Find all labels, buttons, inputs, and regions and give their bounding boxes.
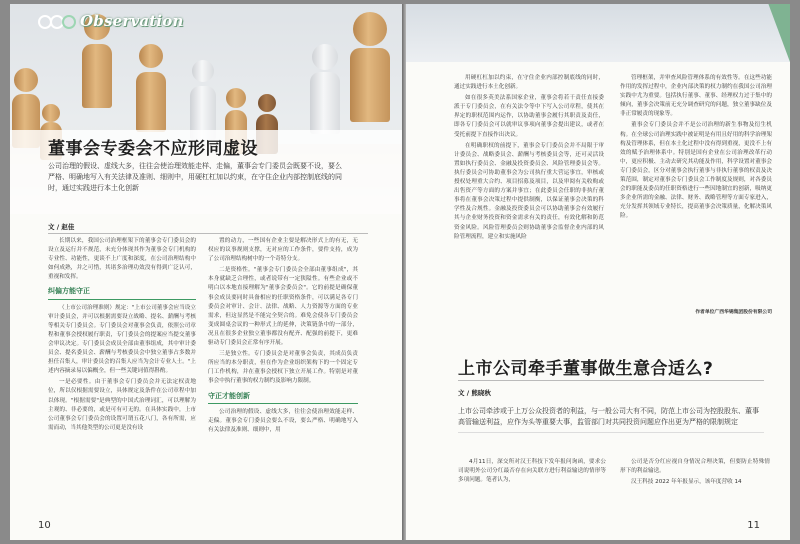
paragraph: 一是必要性。由于董事会专门委员会并无法定权责地位，所以仅根据需要设立，具体规定及条件在公司章程中加以体现。"根据需要"是典型的中国式治理词汇，可以理解为主观的、非必要的，或是可有可无的。在具体实践中，上市公司董事会专门委员会的设置可谓五花八门，各有所需，应需而动，当其他类型的公司更是没有设 <box>48 379 196 431</box>
page-number: 11 <box>747 520 760 531</box>
paragraph: 公司治理的假设、虚线大多，往往会使治理效能走样、走偏。董事会专门委员会要么不设，要么严格、明确地写入有关法律及准则、细则中，用 <box>208 408 358 433</box>
left-column-2 <box>208 237 358 437</box>
figure <box>190 60 216 140</box>
article-title: 董事会专委会不应形同虚设 <box>48 139 258 159</box>
right-page <box>406 4 790 540</box>
right-column-3 <box>458 458 606 487</box>
second-article-deck: 上市公司牵涉或于上万公众投资者的利益，与一般公司大有不同，防范上市公司为控股股东、董事高管输送利益，应作为头等重要大事，监管部门对共同投资问题应作出更为严格的限制规定 <box>458 407 759 426</box>
paragraph: （上市公司治理准则）规定："上市公司董事会应当设立审计委员会，并可以根据需要设立战略、提名、薪酬与考核等相关专门委员会。专门委员会对董事会负责，依照公司章程和董事会授权履行职责，专门委员会的提案应当提交董事会审议决定。专门委员会成员全部由董事组成，其中审计委员会、提名委员会、薪酬与考核委员会中独立董事占多数并担任召集人，审计委员会的召集人应当为会计专业人士。"上述内容摘录易以偏概全，但一些关键词值得斟酌。 <box>48 304 197 375</box>
second-article-byline: 文 / 熊晓秋 <box>458 389 491 397</box>
paragraph: 董事会专门委员会并不是公司治理的新生事物及衍生机构。在全球公司治理实践中被证明是有用且好用的科学治理架构及管理体系，但在本土化过程中没有得到重视，更没不上有效的赋予治理体系中。特别是国有企业在公司治理改革行动中，更应积极、主动去研究其功能及作用，科学设置对董事会专门委员会，区分对董事会执行董事与非执行董事的权责及决策范围，制定对董事会专门委员会工作制度及规则，对各委员会的职能及委员的任职资格进行一些因地制宜的创新，吸纳更多企业所需的金融、法律、财务、战略管理等方面专家进入，充分发挥其领域专业特长，提高董事会决策质量，化解决策风险。 <box>620 122 772 220</box>
paragraph: 二是资格性。"董事会专门委员会全部由董事组成"，其本身就缺乏合理性，或者说带有一定狭隘性。有些企业或不明白以本地直接理解为"董事会委员会"。它的前提是确保董事会成员要同时具备相应的任职资格条件，可以满足各专门委员会对审计、会计、法律、战略、人力资源等方面的专业需求，但这显然是不能完全契合的。难免会使各专门委员会变成圆桌会议的一种形式上的延伸，决策链条中的一部分，况且在很多企业独立董事都没有配齐、配强的前提下，更难驱动专门委员会正常有序开展。 <box>208 267 358 347</box>
paragraph: 在明确职权的前提下，董事会专门委员会并不局限于审计委员会、战略委员会、薪酬与考核委员会等，还可灵活设置如执行委员会、金融及投资委员会、风险管理委员会等。执行委员会可协助董事会为公司执行重大营运事宜，审核或授权处理重大合约、项目招募及项目，以及审阅有关收购或出售资产等方面的方案并事宜；在此委员会任职的非执行董事将在董事会决策过程中提供制衡，以保证董事会决策的科学性及合规性。金融及投资委员会可以协助董事会有效履行其与企业财务投资和资金需求有关的责任，有效化解和防范资金风险。风险管理委员会则协助董事会监督企业内部的风险管理流程，建立和实施风险 <box>454 142 604 240</box>
column-header-label: Observation <box>80 12 184 30</box>
section-subheading: 守正才能创新 <box>208 391 358 404</box>
paragraph: 如在很多英美法系国家企业，董事会将若干责任直接委派于专门委员会，在有关法令等中下写入公司章程，使其在界定的职权范围内运作，以协助董事会履行其职责及责任，即各专门委员会可以就审议事项向董事会提出建议，或者在受托前提下直接作出决议。 <box>454 95 604 138</box>
page-number: 10 <box>38 520 51 531</box>
continued-photo-strip <box>406 4 790 62</box>
paragraph: 长期以来，我国公司治理框架下的董事会专门委员会的设立及运行并不规范，未充分体现其作为董事会专门机构的专业性、功能性，更谈不上广度和深度，在公司治理结构中如何成熟，并之可惜，其诸多治理功效没有得到广泛认可，重视和发挥。 <box>48 238 196 281</box>
left-page <box>10 4 402 540</box>
article-deck: 公司治理的假设、虚线大多，往往会使治理效能走样、走偏，董事会专门委员会既要不设，要么严格、明确地写入有关法律及准则、细则中，用硬杠杠加以约束，在守住企业内部控制底线的同时，通过实践进行本土化创新 <box>48 162 342 192</box>
title-divider <box>458 380 764 381</box>
author-credit: 作者单位广西华锡集团股份有限公司 <box>695 310 772 315</box>
right-column-1 <box>454 74 604 244</box>
paragraph: 公司是否分红应视自身情况合理决策，但要防止特殊情形下的利益输送。 <box>620 459 770 475</box>
paragraph: 4月11日，深交所对汉王科技下发年报问询函，要求公司说明外公司分红最否存在向关联方进行利益输送的情形等多项问题。笔者认为， <box>458 459 606 484</box>
figure <box>350 12 390 122</box>
column-logo-icon <box>36 13 78 31</box>
byline-divider <box>48 233 368 234</box>
left-column-1 <box>48 237 196 435</box>
paragraph: 置的动力，一些国有企业主要是解决形式上的有无，无权应的议事规则支撑，无对应的工作条件，要件支持，成为了公司治理结构树中的一个奇特分支。 <box>208 238 358 263</box>
deck-divider <box>458 432 764 433</box>
paragraph: 汉王科技 2022 年年报显示，该年度营收 14 <box>631 479 742 486</box>
section-subheading: 纠偏方能守正 <box>48 286 196 299</box>
corner-accent <box>754 4 790 62</box>
paragraph: 三是独立性。专门委员会是对董事会负责，其成员负责所应当的本分职责，但在作为企业组织架构下的一个固定专门工作机构，并在董事会授权下独立开展工作。特别是对董事会中执行董事的权力制约及影响力限制。 <box>208 351 358 385</box>
paragraph: 管理框架，并审查风险管理体系的有效性等。在这些功能作用的发挥过程中，企业内部决策的权力制约在我国公司治理实践中尤为重要。包括执行董事、董事、经理权力过于集中的倾向，董事会决策前无充分调查研究的问题，独立董事缺位及非正常履责的现象等。 <box>620 75 772 118</box>
right-column-2 <box>620 74 772 224</box>
right-column-4 <box>620 458 770 489</box>
article-byline: 文 / 赵佳 <box>48 223 75 231</box>
paragraph: 用硬杠杠加以约束，在守住企业内部控制底线的同时，通过实践进行本土化创新。 <box>454 75 604 91</box>
figure <box>136 44 166 132</box>
figure <box>310 44 340 134</box>
second-article-title: 上市公司牵手董事做生意合适么? <box>458 359 714 379</box>
